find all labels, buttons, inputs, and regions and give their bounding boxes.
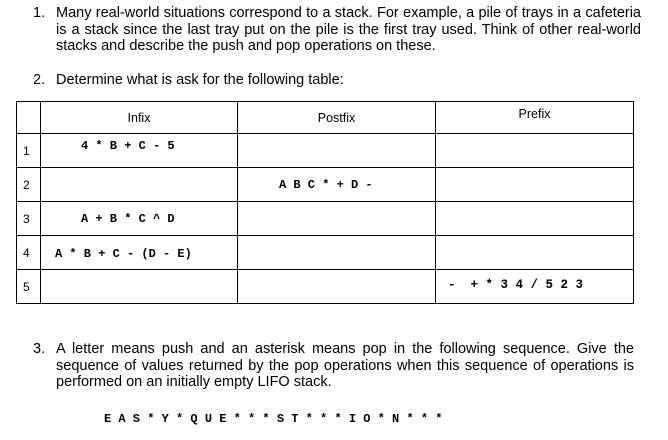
infix-cell	[41, 168, 238, 202]
prefix-cell	[436, 236, 634, 270]
header-infix-label: Infix	[127, 111, 151, 125]
postfix-cell	[238, 270, 436, 304]
infix-cell	[41, 236, 238, 270]
postfix-cell	[238, 168, 436, 202]
question-3-text: A letter means push and an asterisk means pop in the following sequence. Give the sequence of values returned by the pop operations when this sequence of operations is performed on an initially empty LIFO stack.	[56, 341, 634, 390]
table-row	[17, 270, 634, 304]
row-index: 1	[17, 134, 41, 168]
header-prefix	[436, 102, 634, 134]
table-row	[17, 134, 634, 168]
question-1-text: Many real-world situations correspond to a stack. For example, a pile of trays in a cafeteria is a stack since the last tray put on the pile is the first tray used. Think of other real-world stacks and describe the push and pop operations on these.	[56, 5, 641, 54]
prefix-cell	[436, 270, 634, 304]
row-index: 3	[17, 202, 41, 236]
infix-cell	[41, 202, 238, 236]
infix-value: A + B * C ^ D	[81, 212, 175, 226]
infix-cell	[41, 134, 238, 168]
prefix-value: - + * 3 4 / 5 2 3	[448, 278, 584, 292]
header-postfix	[238, 102, 436, 134]
question-2-number: 2.	[33, 72, 46, 88]
expression-table	[16, 101, 634, 304]
question-2-text: Determine what is ask for the following table:	[56, 72, 344, 88]
infix-cell	[41, 270, 238, 304]
row-index: 5	[17, 270, 41, 304]
operation-sequence: E A S * Y * Q U E * * * S T * * * I O * N * * *	[104, 412, 443, 426]
header-index	[17, 102, 41, 134]
prefix-cell	[436, 168, 634, 202]
postfix-cell	[238, 236, 436, 270]
prefix-cell	[436, 134, 634, 168]
table-header-row	[17, 102, 634, 134]
question-3-number: 3.	[33, 341, 46, 357]
postfix-cell	[238, 134, 436, 168]
header-postfix-label: Postfix	[317, 111, 356, 125]
prefix-cell	[436, 202, 634, 236]
table-row	[17, 236, 634, 270]
row-index: 2	[17, 168, 41, 202]
header-prefix-label: Prefix	[518, 107, 551, 121]
postfix-cell	[238, 202, 436, 236]
infix-value: 4 * B + C - 5	[81, 139, 175, 153]
header-infix	[41, 102, 238, 134]
question-1-number: 1.	[33, 5, 46, 21]
postfix-value: A B C * + D -	[279, 178, 373, 192]
table-row	[17, 202, 634, 236]
infix-value: A * B + C - (D - E)	[55, 247, 192, 261]
row-index: 4	[17, 236, 41, 270]
table-row	[17, 168, 634, 202]
